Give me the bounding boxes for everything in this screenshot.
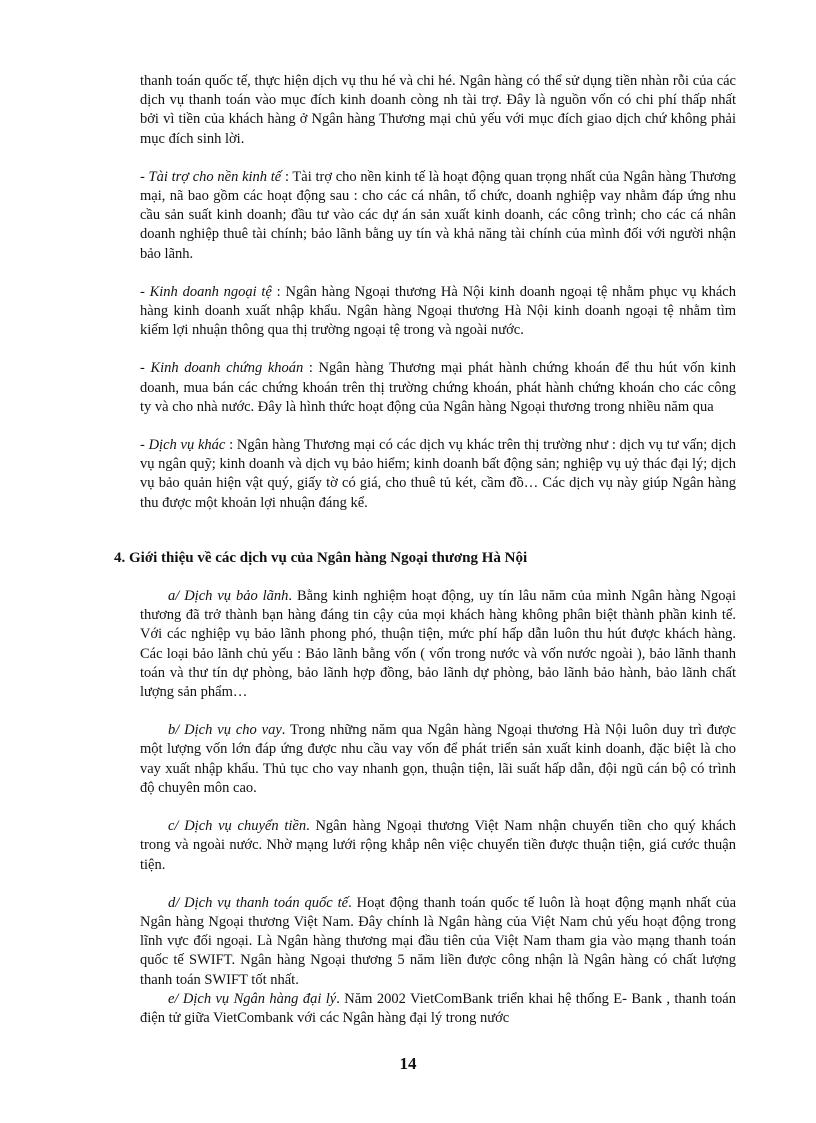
paragraph-foreign-currency: - Kinh doanh ngoại tệ : Ngân hàng Ngoại thương Hà Nội kinh doanh ngoại tệ nhằm phục vụ khách hàng kinh doanh xuất nhập khẩu. Ngân hàng Ngoại thương Hà Nội kinh doanh ngoại tệ nhằm tìm kiếm lợi nhuận thông qua thị trường ngoại tệ trong và ngoài nước. bbox=[140, 283, 736, 339]
service-label: e/ Dịch vụ Ngân hàng đại lý bbox=[168, 990, 337, 1007]
service-transfer: c/ Dịch vụ chuyển tiền. Ngân hàng Ngoại thương Việt Nam nhận chuyển tiền cho quý khách trong và ngoài nước. Nhờ mạng lưới rộng khắp nên việc chuyển tiền được thuận tiện, giá cước thuận tiện. bbox=[140, 818, 736, 873]
paragraph-financing: - Tài trợ cho nền kinh tế : Tài trợ cho nền kinh tế là hoạt động quan trọng nhất của Ngân hàng Thương mại, nã bao gồm các hoạt động sau : cho các cá nhân, tổ chức, doanh nghiệp vay nhằm đáp ứng nhu cầu sản suất kinh doanh; đầu tư vào các dự án sản xuất kinh doanh, các công trình; cho các cá nhân doanh nghiệp thuê tài chính; bảo lãnh bằng uy tín và khả năng tài chính của mình đối với người nhận bảo lãnh. bbox=[140, 168, 736, 262]
document-body bbox=[114, 72, 737, 1047]
service-agency-bank: e/ Dịch vụ Ngân hàng đại lý. Năm 2002 VietComBank triển khai hệ thống E- Bank , thanh toán điện tử giữa VietCombank với các Ngân hàng đại lý trong nước bbox=[140, 990, 736, 1026]
service-label: a/ Dịch vụ bảo lãnh bbox=[168, 588, 289, 605]
service-guarantee: a/ Dịch vụ bảo lãnh. Bằng kinh nghiệm hoạt động, uy tín lâu năm của mình Ngân hàng Ngoại thương đã trở thành bạn hàng đáng tin cậy của mọi khách hàng không phân biệt thành phần kinh tế. Với các nghiệp vụ bảo lãnh phong phó, thuận tiện, mức phí hấp dẫn luôn thu hút được khách hàng. Các loại bảo lãnh chủ yếu : Bảo lãnh bằng vốn ( vốn trong nước và vốn nước ngoài ), bảo lãnh thanh toán và thư tín dự phòng, bảo lãnh hợp đồng, bảo lãnh dự phòng, bảo lãnh bảo hành, bảo lãnh chất lượng sản phẩm… bbox=[140, 588, 736, 701]
paragraph-intro: thanh toán quốc tế, thực hiện dịch vụ thu hé và chi hé. Ngân hàng có thể sử dụng tiền nhàn rỗi của các dịch vụ thanh toán vào mục đích kinh doanh còng nh tài trợ. Đây là nguồn vốn có chi phí thấp nhất bởi vì tiền của khách hàng ở Ngân hàng Thương mại chủ yếu với mục đích giao dịch chứ không phải mục đích sinh lời. bbox=[140, 73, 736, 147]
paragraph-label: - Kinh doanh chứng khoán bbox=[140, 360, 304, 377]
service-loan: b/ Dịch vụ cho vay. Trong những năm qua Ngân hàng Ngoại thương Hà Nội luôn duy trì được một lượng vốn lớn đáp ứng được nhu cầu vay vốn để phát triển sản xuất kinh doanh, đặc biệt là cho vay xuất nhập khẩu. Thủ tục cho vay nhanh gọn, thuận tiện, lãi suất hấp dẫn, đội ngũ cán bộ có trình độ chuyên môn cao. bbox=[140, 722, 736, 796]
section-heading: 4. Giới thiệu về các dịch vụ của Ngân hàng Ngoại thương Hà Nội bbox=[114, 549, 528, 566]
paragraph-label: - Dịch vụ khác bbox=[140, 437, 226, 454]
paragraph-label: - Kinh doanh ngoại tệ bbox=[140, 283, 272, 300]
service-intl-payment: d/ Dịch vụ thanh toán quốc tế. Hoạt động thanh toán quốc tế luôn là hoạt động mạnh nhất của Ngân hàng Ngoại thương Việt Nam. Đây chính là Ngân hàng của Việt Nam chủ yếu hoạt động trong lĩnh vực đối ngoại. Là Ngân hàng thương mại đầu tiên của Việt Nam tham gia vào mạng thanh toán quốc tế SWIFT. Ngân hàng Ngoại thương 5 năm liền được công nhận là Ngân hàng có chất lượng thanh toán SWIFT tốt nhất. bbox=[140, 894, 737, 988]
paragraph-label: - Tài trợ cho nền kinh tế bbox=[140, 168, 282, 185]
paragraph-securities: - Kinh doanh chứng khoán : Ngân hàng Thương mại phát hành chứng khoán để thu hút vốn kinh doanh, mua bán các chứng khoán trên thị trường chứng khoán, phát hành chứng khoán cho các công ty và cho nhà nước. Đây là hình thức hoạt động của Ngân hàng Ngoại thương trong nhiều năm qua bbox=[140, 360, 736, 415]
paragraph-other-services: - Dịch vụ khác : Ngân hàng Thương mại có các dịch vụ khác trên thị trường như : dịch vụ tư vấn; dịch vụ ngân quỹ; kinh doanh và dịch vụ bảo hiểm; kinh doanh bất động sản; nghiệp vụ uỷ thác đại lý; dịch vụ bảo quản hiện vật quý, giấy tờ có giá, cho thuê tủ két, cầm đồ… Các dịch vụ này giúp Ngân hàng thu được một khoản lợi nhuận đáng kể. bbox=[140, 437, 737, 511]
page-number: 14 bbox=[399, 1054, 417, 1073]
service-label: d/ Dịch vụ thanh toán quốc tế bbox=[168, 894, 349, 911]
service-label: b/ Dịch vụ cho vay bbox=[168, 722, 282, 739]
service-label: c/ Dịch vụ chuyển tiền bbox=[168, 818, 307, 835]
